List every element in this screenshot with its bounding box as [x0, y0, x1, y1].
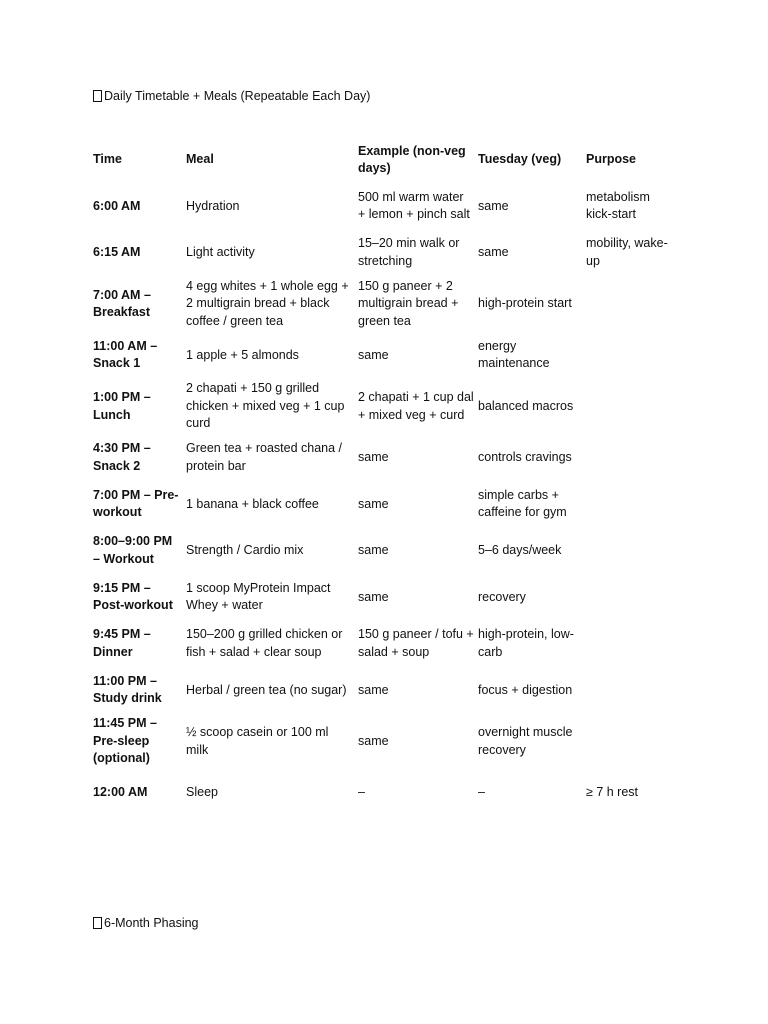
cell-purpose: mobility, wake-up [586, 236, 668, 268]
cell-example: – [358, 785, 365, 799]
cell-time: 12:00 AM [93, 785, 148, 799]
cell-example: same [358, 347, 389, 362]
cell-example: same [358, 543, 389, 557]
cell-purpose [584, 574, 671, 621]
cell-time: 6:15 AM [93, 245, 141, 259]
table-row [91, 379, 671, 435]
cell-time: 4:30 PM – Snack 2 [93, 441, 151, 473]
cell-time: 1:00 PM – Lunch [93, 390, 151, 422]
cell-example: 15–20 min walk or stretching [358, 236, 460, 268]
cell-tuesday: high-protein start [478, 296, 572, 311]
cell-time: 8:00–9:00 PM – Workout [93, 534, 173, 566]
table-row [91, 276, 671, 332]
table-row [91, 770, 671, 817]
cell-example: same [358, 450, 389, 464]
missing-glyph-icon [93, 90, 102, 102]
cell-purpose: metabolism kick-start [586, 189, 650, 222]
table-row [91, 574, 671, 621]
cell-time: 7:00 PM – Pre-workout [93, 487, 179, 520]
cell-tuesday: simple carbs + caffeine for gym [478, 487, 567, 520]
cell-example: same [358, 589, 389, 604]
cell-tuesday: – [478, 785, 485, 799]
cell-tuesday: overnight muscle recovery [478, 725, 573, 757]
table-row [91, 528, 671, 575]
column-header-example: Example (non-veg days) [358, 143, 466, 175]
cell-meal: ½ scoop casein or 100 ml milk [186, 725, 329, 757]
timetable-heading [93, 88, 370, 104]
cell-tuesday: recovery [478, 589, 526, 604]
cell-purpose [584, 481, 671, 528]
cell-example: 2 chapati + 1 cup dal + mixed veg + curd [358, 390, 474, 422]
column-header-time: Time [93, 152, 122, 167]
cell-purpose [584, 332, 671, 379]
cell-tuesday: 5–6 days/week [478, 543, 562, 557]
cell-tuesday: balanced macros [478, 398, 574, 413]
cell-purpose [584, 435, 671, 482]
cell-meal: 1 apple + 5 almonds [186, 347, 299, 362]
cell-meal: 1 banana + black coffee [186, 496, 319, 511]
cell-meal: 2 chapati + 150 g grilled chicken + mixed veg + 1 cup curd [186, 381, 345, 431]
cell-purpose [584, 276, 671, 332]
cell-purpose: ≥ 7 h rest [586, 785, 639, 799]
cell-time: 9:15 PM – Post-workout [93, 580, 173, 613]
phasing-heading-text: 6-Month Phasing [104, 916, 199, 930]
timetable-heading-text: Daily Timetable + Meals (Repeatable Each Day) [104, 89, 371, 103]
missing-glyph-icon [93, 917, 102, 929]
cell-meal: Strength / Cardio mix [186, 543, 304, 557]
cell-tuesday: energy maintenance [478, 338, 550, 371]
cell-example: same [358, 496, 389, 511]
cell-purpose [584, 621, 671, 668]
cell-time: 11:00 PM – Study drink [93, 673, 162, 706]
cell-tuesday: same [478, 198, 509, 213]
cell-purpose [584, 379, 671, 435]
table-row [91, 332, 671, 379]
cell-example: same [358, 682, 389, 697]
cell-tuesday: high-protein, low-carb [478, 627, 574, 659]
cell-time: 7:00 AM – Breakfast [93, 287, 151, 319]
column-header-meal: Meal [186, 152, 214, 167]
cell-meal: Green tea + roasted chana / protein bar [186, 441, 343, 473]
cell-tuesday: controls cravings [478, 450, 572, 464]
cell-meal: Light activity [186, 245, 255, 259]
cell-example: 150 g paneer + 2 multigrain bread + green tea [358, 278, 459, 328]
cell-meal: Herbal / green tea (no sugar) [186, 682, 347, 697]
table-row [91, 230, 671, 277]
cell-time: 6:00 AM [93, 198, 141, 213]
cell-example: 150 g paneer / tofu + salad + soup [358, 627, 474, 659]
table-row [91, 714, 671, 770]
cell-time: 9:45 PM – Dinner [93, 627, 151, 659]
cell-meal: Hydration [186, 198, 240, 213]
table-row [91, 183, 671, 230]
cell-time: 11:00 AM – Snack 1 [93, 338, 158, 371]
column-header-tuesday: Tuesday (veg) [478, 152, 562, 167]
timetable [91, 137, 671, 816]
cell-purpose [584, 714, 671, 770]
table-row [91, 667, 671, 714]
cell-tuesday: same [478, 245, 509, 259]
table-row [91, 435, 671, 482]
cell-meal: Sleep [186, 785, 218, 799]
column-header-purpose: Purpose [586, 152, 637, 167]
table-row [91, 621, 671, 668]
cell-tuesday: focus + digestion [478, 682, 573, 697]
cell-meal: 1 scoop MyProtein Impact Whey + water [186, 580, 331, 613]
cell-meal: 4 egg whites + 1 whole egg + 2 multigrain bread + black coffee / green tea [186, 278, 349, 328]
phasing-heading [93, 915, 199, 931]
cell-meal: 150–200 g grilled chicken or fish + salad + clear soup [186, 627, 343, 659]
cell-purpose [584, 667, 671, 714]
cell-purpose [584, 528, 671, 575]
table-row [91, 481, 671, 528]
cell-time: 11:45 PM – Pre-sleep (optional) [93, 716, 157, 766]
table-header-row [91, 137, 671, 183]
cell-example: same [358, 733, 389, 748]
cell-example: 500 ml warm water + lemon + pinch salt [358, 189, 470, 222]
